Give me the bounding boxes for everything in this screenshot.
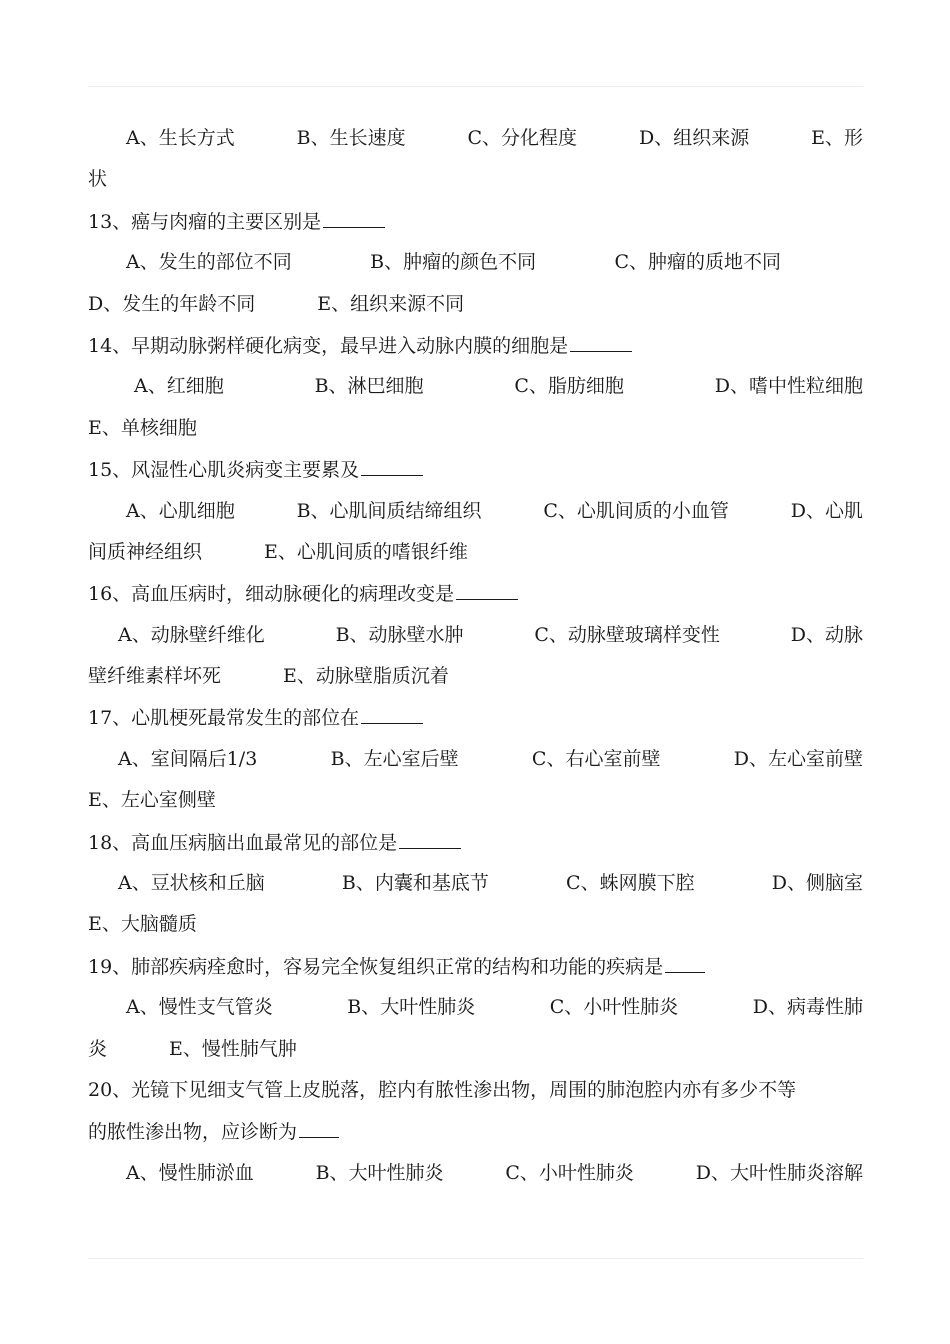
option-item: D、侧脑室 xyxy=(771,872,863,895)
option-item: D、病毒性肺 xyxy=(752,996,863,1019)
question-label: 的脓性渗出物，应诊断为 xyxy=(88,1121,298,1144)
option-item: A、动脉壁纤维化 xyxy=(118,623,265,646)
answer-blank xyxy=(456,573,518,600)
question-list xyxy=(88,118,863,1194)
option-item: A、慢性支气管炎 xyxy=(126,996,273,1019)
option-item: C、肿瘤的质地不同 xyxy=(614,251,781,274)
answer-blank xyxy=(323,201,385,228)
option-item: B、动脉壁水肿 xyxy=(335,623,464,646)
option-row xyxy=(88,532,863,573)
option-item: A、慢性肺淤血 xyxy=(126,1161,254,1184)
option-item: E、左心室侧壁 xyxy=(88,789,216,812)
question-text xyxy=(88,573,863,614)
question-text xyxy=(88,325,863,366)
option-row xyxy=(88,615,863,656)
option-item: C、动脉壁玻璃样变性 xyxy=(534,623,720,646)
question-text xyxy=(88,449,863,490)
header-rule xyxy=(88,86,863,87)
answer-blank xyxy=(399,822,461,849)
option-row xyxy=(88,739,863,780)
question-text xyxy=(88,822,863,863)
option-row xyxy=(88,491,863,532)
question-label: 18、高血压病脑出血最常见的部位是 xyxy=(88,831,398,854)
question-text xyxy=(88,1070,863,1111)
option-item: C、心肌间质的小血管 xyxy=(543,499,729,522)
option-item: D、发生的年龄不同 xyxy=(88,292,256,315)
option-item: A、生长方式 xyxy=(126,127,235,149)
option-item: E、单核细胞 xyxy=(88,416,197,439)
option-item: E、形 xyxy=(811,127,863,149)
answer-blank xyxy=(665,946,705,973)
option-item: C、分化程度 xyxy=(467,127,578,149)
option-item: B、生长速度 xyxy=(296,127,406,149)
option-item: B、淋巴细胞 xyxy=(314,375,424,398)
option-item: A、豆状核和丘脑 xyxy=(118,872,265,895)
footer-rule xyxy=(88,1258,863,1259)
option-row xyxy=(88,118,863,159)
question-label: 13、癌与肉瘤的主要区别是 xyxy=(88,210,322,233)
option-item: D、心肌 xyxy=(790,499,863,522)
option-row xyxy=(88,656,863,697)
option-row xyxy=(88,1153,863,1194)
option-row xyxy=(88,863,863,904)
option-item: D、大叶性肺炎溶解 xyxy=(695,1161,863,1184)
option-item: A、室间隔后1/3 xyxy=(118,747,258,770)
question-label: 15、风湿性心肌炎病变主要累及 xyxy=(88,459,360,482)
option-row xyxy=(88,904,863,945)
question-text xyxy=(88,697,863,738)
option-item: C、小叶性肺炎 xyxy=(549,996,679,1019)
option-row xyxy=(88,366,863,407)
question-text xyxy=(88,201,863,242)
option-row xyxy=(88,284,863,325)
answer-blank xyxy=(299,1111,339,1138)
answer-blank xyxy=(570,325,632,352)
option-item: B、心肌间质结缔组织 xyxy=(296,499,482,522)
option-item: D、左心室前壁 xyxy=(733,747,863,770)
answer-blank xyxy=(361,697,423,724)
question-label: 16、高血压病时，细动脉硬化的病理改变是 xyxy=(88,583,455,606)
option-item: B、大叶性肺炎 xyxy=(347,996,476,1019)
option-item: E、大脑髓质 xyxy=(88,913,197,936)
option-item: B、大叶性肺炎 xyxy=(315,1161,444,1184)
option-item: 状 xyxy=(88,168,108,191)
question-label: 14、早期动脉粥样硬化病变，最早进入动脉内膜的细胞是 xyxy=(88,334,569,357)
question-label: 19、肺部疾病痊愈时，容易完全恢复组织正常的结构和功能的疾病是 xyxy=(88,955,664,978)
option-item: C、右心室前壁 xyxy=(531,747,661,770)
option-item: 间质神经组织 xyxy=(88,540,203,563)
option-item: A、红细胞 xyxy=(134,375,224,398)
option-item: B、内囊和基底节 xyxy=(341,872,489,895)
option-item: D、嗜中性粒细胞 xyxy=(714,375,863,398)
option-item: C、小叶性肺炎 xyxy=(505,1161,634,1184)
option-item: C、脂肪细胞 xyxy=(514,375,624,398)
option-item: 炎 xyxy=(88,1037,108,1060)
option-item: E、组织来源不同 xyxy=(317,292,465,315)
option-item: 壁纤维素样坏死 xyxy=(88,665,222,688)
option-item: D、动脉 xyxy=(790,623,863,646)
option-item: E、心肌间质的嗜银纤维 xyxy=(264,540,468,563)
option-row xyxy=(88,159,863,200)
option-item: C、蛛网膜下腔 xyxy=(566,872,695,895)
option-item: B、左心室后壁 xyxy=(330,747,459,770)
option-row xyxy=(88,408,863,449)
option-item: A、发生的部位不同 xyxy=(126,251,292,274)
question-text xyxy=(88,946,863,987)
option-row xyxy=(88,987,863,1028)
option-item: E、动脉壁脂质沉着 xyxy=(283,665,449,688)
option-item: E、慢性肺气肿 xyxy=(169,1037,297,1060)
question-label: 20、光镜下见细支气管上皮脱落，腔内有脓性渗出物，周围的肺泡腔内亦有多少不等 xyxy=(88,1078,797,1101)
option-row xyxy=(88,780,863,821)
option-item: A、心肌细胞 xyxy=(126,499,235,522)
question-label: 17、心肌梗死最常发生的部位在 xyxy=(88,707,360,730)
option-item: B、肿瘤的颜色不同 xyxy=(370,251,537,274)
answer-blank xyxy=(361,449,423,476)
option-item: D、组织来源 xyxy=(638,127,750,149)
question-text xyxy=(88,1111,863,1152)
option-row xyxy=(88,1029,863,1070)
option-row xyxy=(88,242,863,283)
